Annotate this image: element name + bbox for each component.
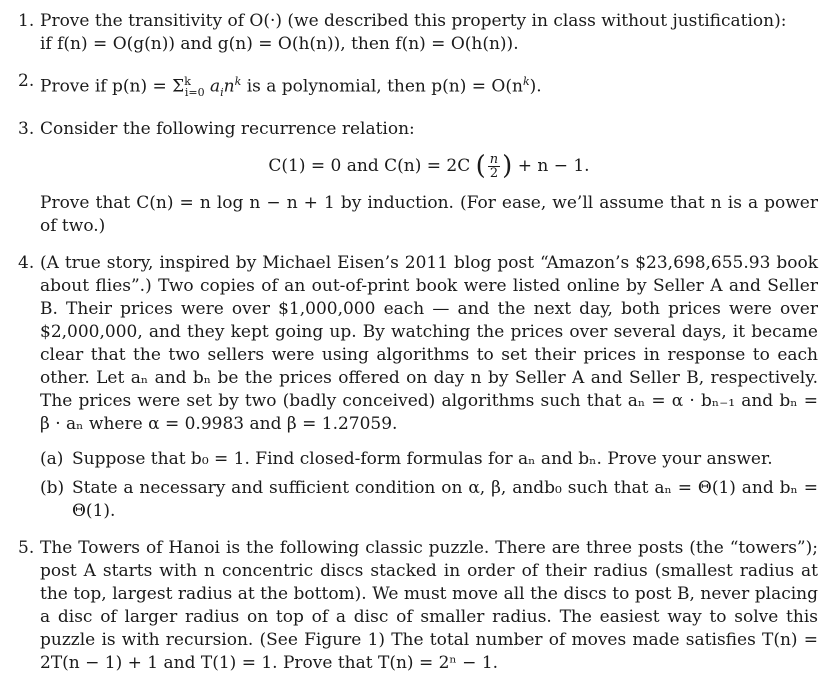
problem-1-line-2: if f(n) = O(g(n)) and g(n) = O(h(n)), then f(n) = O(h(n)). <box>40 34 519 54</box>
problem-2 <box>18 70 818 104</box>
problem-4b <box>40 477 818 523</box>
problem-2-text <box>40 70 818 104</box>
sum-symbol: Σ <box>172 76 185 97</box>
problem-4a-text: Suppose that b₀ = 1. Find closed-form formulas for aₙ and bₙ. Prove your answer. <box>72 449 773 470</box>
problem-2-text-a: Prove if p(n) = <box>40 76 173 97</box>
big-o-exponent: k <box>522 75 530 88</box>
problem-2-variable: n <box>223 76 235 97</box>
problem-4a-label: (a) <box>40 449 64 470</box>
problem-4-number: 4. <box>18 253 35 274</box>
fraction-n-over-2 <box>488 153 500 180</box>
problem-2-text-d: is a polynomial, then p(n) = O(n <box>241 76 523 97</box>
problem-5-number: 5. <box>18 538 35 559</box>
problem-4-body: (A true story, inspired by Michael Eisen’s 2011 blog post “Amazon’s $23,698,655.93 book about flies”.) Two copies of an out-of-print book were listed online by Seller A and Seller B. Their prices were over $1,000,000 each — and the next day, both prices were over $2,000,000, and they kept going up. By watching the prices over several days, it became clear that the two sellers were using algorithms to set their prices in response to each other. Let aₙ and bₙ be the prices offered on day n by Seller A and Seller B, respectively. The prices were set by two (badly conceived) algorithms such that aₙ = α · bₙ₋₁ and bₙ = β · aₙ where α = 0.9983 and β = 1.27059. <box>40 253 818 435</box>
sum-lower-limit: i=0 <box>184 86 205 100</box>
problem-4 <box>18 252 818 523</box>
recurrence-left: C(1) = 0 and C(n) = 2C <box>268 156 471 177</box>
problem-1 <box>18 10 818 56</box>
problem-1-line-1: Prove the transitivity of O(·) (we described this property in class without justification): <box>40 11 787 31</box>
fraction-denominator: 2 <box>489 166 499 182</box>
problem-2-number: 2. <box>18 71 35 91</box>
problem-4a <box>40 448 818 471</box>
coefficient-subscript: i <box>220 86 224 100</box>
problem-2-coefficient: a <box>204 76 221 97</box>
problem-3-number: 3. <box>18 119 35 140</box>
left-paren: ( <box>475 151 486 182</box>
problem-3 <box>18 118 818 238</box>
problem-4b-text: State a necessary and sufficient condition on α, β, andb₀ such that aₙ = Θ(1) and bₙ = Θ(1). <box>72 478 818 522</box>
problem-4b-label: (b) <box>40 478 65 499</box>
problem-5 <box>18 537 818 675</box>
variable-exponent: k <box>234 75 242 88</box>
problem-1-number: 1. <box>18 11 35 31</box>
recurrence-right: + n − 1. <box>517 156 590 177</box>
fraction-numerator: n <box>489 152 499 168</box>
right-paren: ) <box>502 151 513 182</box>
problem-2-text-e: ). <box>529 76 542 97</box>
problem-3-body: Prove that C(n) = n log n − n + 1 by induction. (For ease, we’ll assume that n is a power of two.) <box>40 193 818 237</box>
problem-3-intro: Consider the following recurrence relation: <box>40 119 415 140</box>
problem-5-body: The Towers of Hanoi is the following classic puzzle. There are three posts (the “towers”); post A starts with n concentric discs stacked in order of their radius (smallest radius at the top, largest radius at the bottom). We must move all the discs to post B, never placing a disc of larger radius on top of a disc of smaller radius. The easiest way to solve this puzzle is with recursion. (See Figure 1) The total number of moves made satisfies T(n) = 2T(n − 1) + 1 and T(1) = 1. Prove that T(n) = 2ⁿ − 1. <box>40 538 818 674</box>
sum-upper-limit: k <box>184 75 191 88</box>
recurrence-equation <box>40 153 818 180</box>
